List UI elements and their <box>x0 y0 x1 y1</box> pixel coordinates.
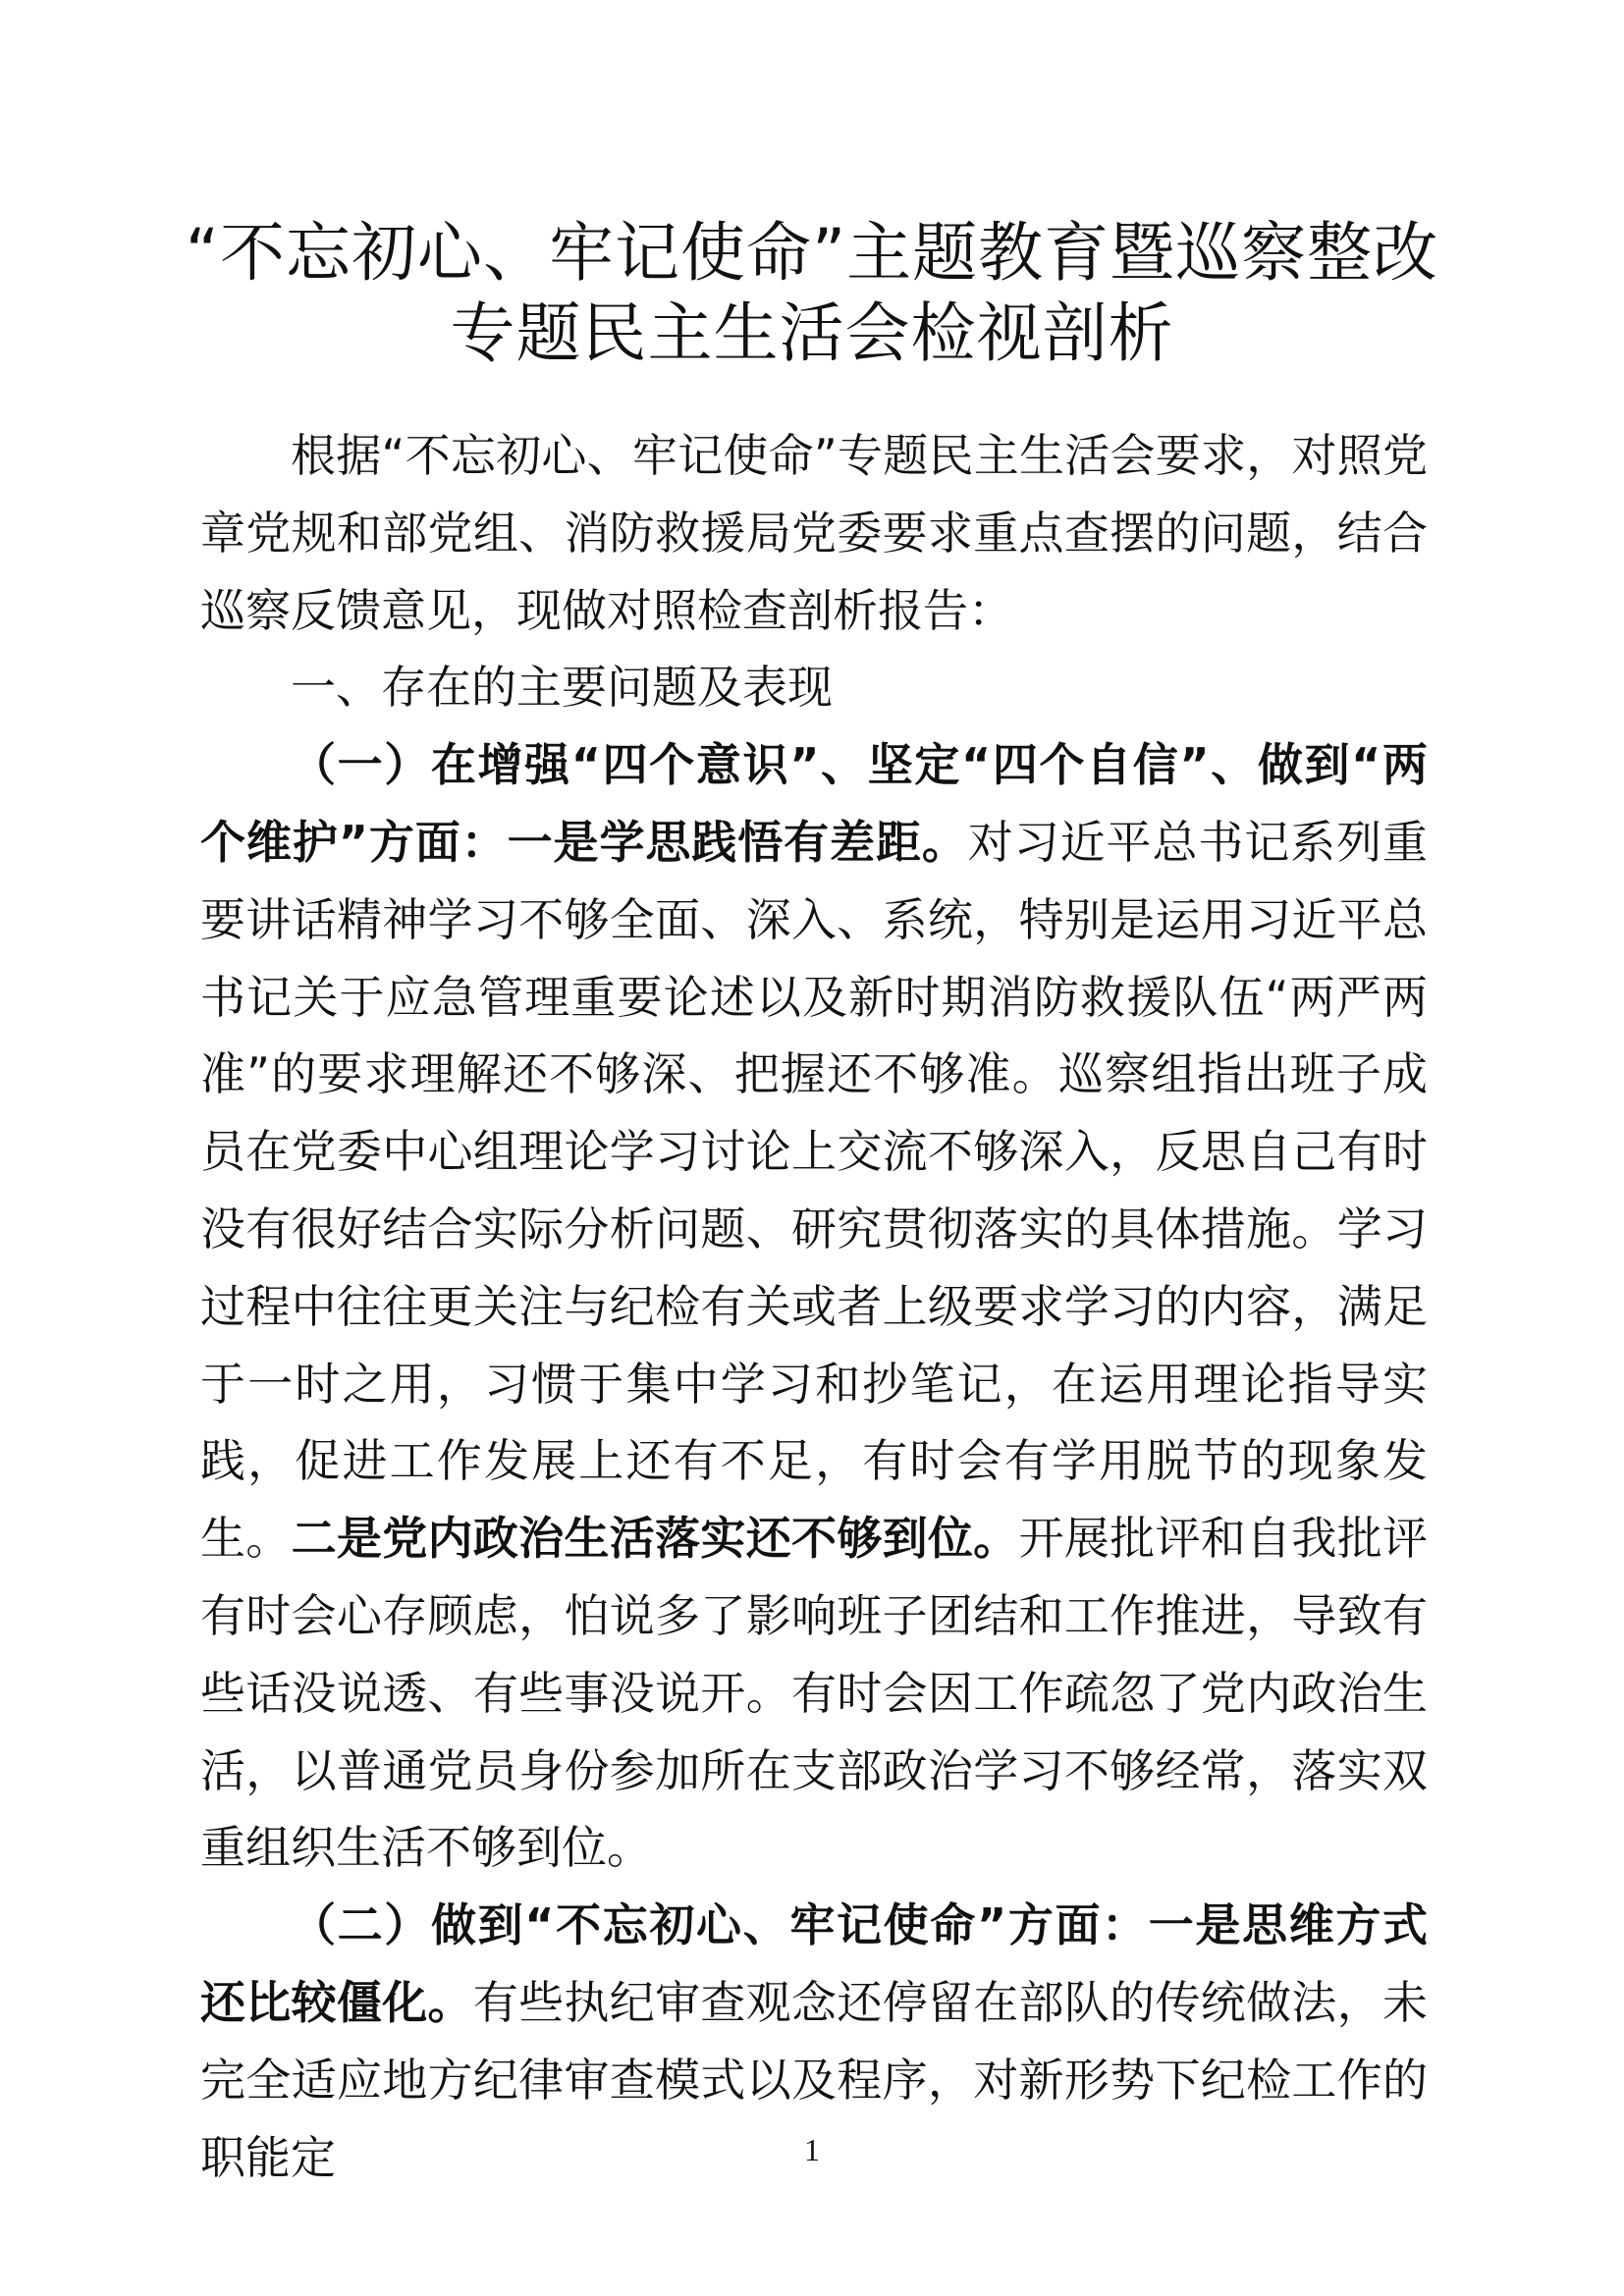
item-2-point-1-title: 一是思维方式还比较僵化。 <box>200 1898 1429 2029</box>
document-title-line-2: 专题民主生活会检视剖析 <box>450 295 1174 371</box>
item-1-heading: （一）在增强“四个意识”、坚定“四个自信”、做到“两个维护”方面： <box>200 738 1428 869</box>
item-1-point-2-title: 二是党内政治生活落实还不够到位。 <box>291 1512 1019 1566</box>
page-number: 1 <box>804 2132 820 2167</box>
item-2-point-1-text: 有些执纪审查观念还停留在部队的传统做法，未完全适应地方纪律审查模式以及程序，对新形势下纪检工作的职能定 <box>200 1975 1429 2184</box>
item-1-point-1-text: 对习近平总书记系列重要讲话精神学习不够全面、深入、系统，特别是运用习近平总书记关于应急管理重要论述以及新时期消防救援队伍“两严两准”的要求理解还不够深、把握还不够准。巡察组指出班子成员在党委中心组理论学习讨论上交流不够深入，反思自己有时没有很好结合实际分析问题、研究贯彻落实的具体措施。学习过程中往往更关注与纪检有关或者上级要求学习的内容，满足于一时之用，习惯于集中学习和抄笔记，在运用理论指导实践，促进工作发展上还有不足，有时会有学用脱节的现象发生。 <box>200 815 1429 1566</box>
item-1-point-2-text: 开展批评和自我批评有时会心存顾虑，怕说多了影响班子团结和工作推进，导致有些话没说透、有些事没说开。有时会因工作疏忽了党内政治生活，以普通党员身份参加所在支部政治学习不够经常，落实双重组织生活不够到位。 <box>200 1512 1429 1875</box>
item-1-point-1-title: 一是学思践悟有差距。 <box>507 815 968 869</box>
intro-paragraph: 根据“不忘初心、牢记使命”专题民主生活会要求，对照党章党规和部党组、消防救援局党委要求重点查摆的问题，结合巡察反馈意见，现做对照检查剖析报告： <box>200 429 1428 637</box>
document-body <box>200 417 1428 2196</box>
document-title-line-1: “不忘初心、牢记使命”主题教育暨巡察整改 <box>185 215 1439 291</box>
item-2-heading: （二）做到“不忘初心、牢记使命”方面： <box>291 1898 1149 1952</box>
section-heading: 一、存在的主要问题及表现 <box>291 661 833 715</box>
item-1-paragraph <box>200 726 1428 1887</box>
